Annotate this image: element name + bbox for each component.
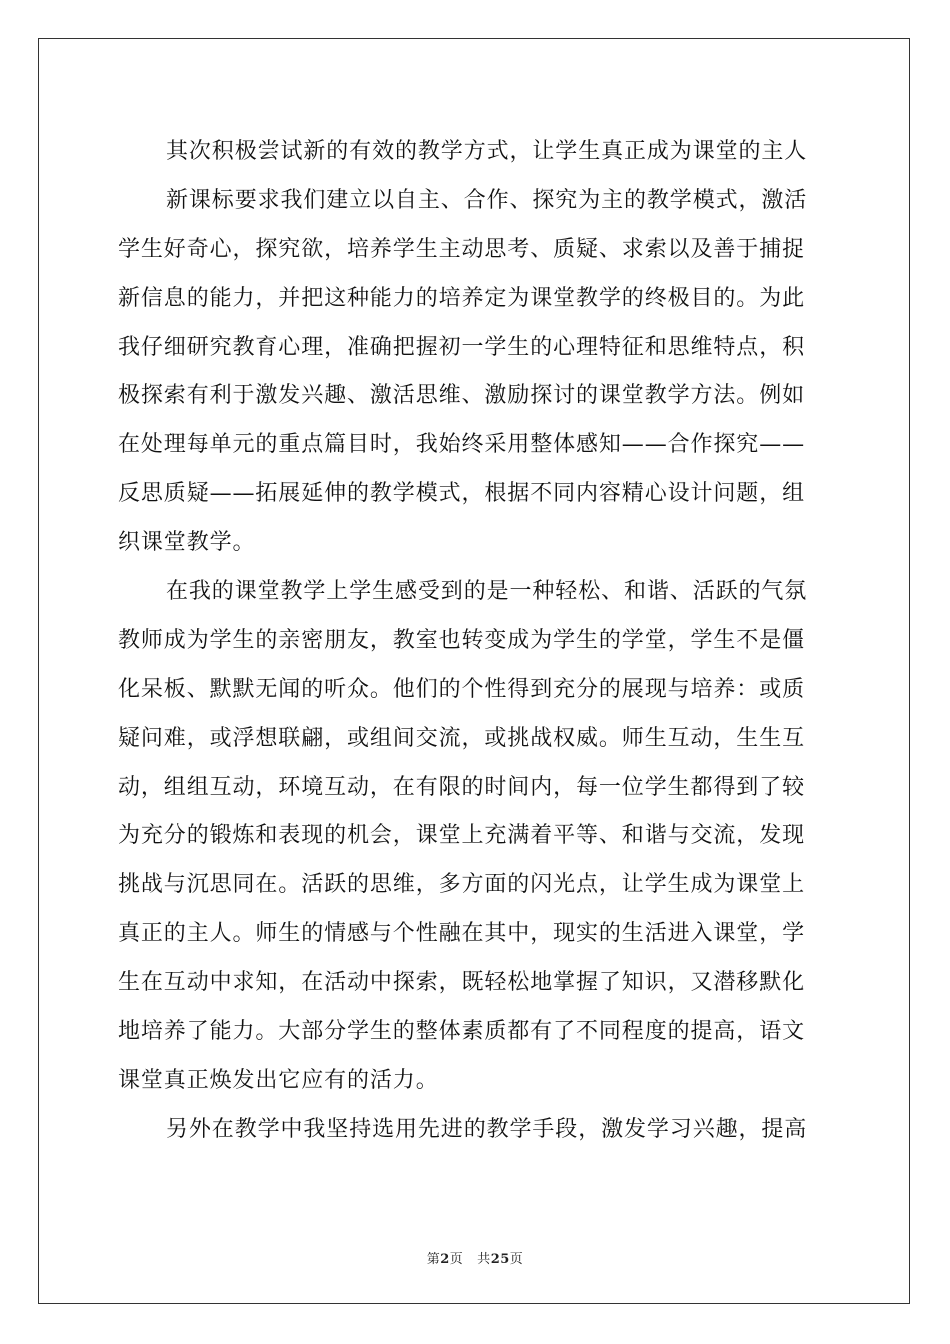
- paragraph-line: 织课堂教学。: [118, 530, 256, 556]
- paragraph-line: 为充分的锻炼和表现的机会，课堂上充满着平等、和谐与交流，发现: [118, 823, 806, 849]
- total-prefix: 共: [477, 1252, 491, 1267]
- paragraph-line: 化呆板、默默无闻的听众。他们的个性得到充分的展现与培养：或质: [118, 676, 806, 702]
- total-pages: 25: [490, 1252, 510, 1267]
- paragraph-line: 我仔细研究教育心理，准确把握初一学生的心理特征和思维特点，积: [118, 334, 806, 360]
- paragraph-line: 另外在教学中我坚持选用先进的教学手段，激发学习兴趣，提高: [166, 1116, 808, 1142]
- document-body: [118, 128, 838, 1155]
- paragraph-line: 生在互动中求知，在活动中探索，既轻松地掌握了知识，又潜移默化: [118, 970, 806, 996]
- paragraph-line: 教师成为学生的亲密朋友，教室也转变成为学生的学堂，学生不是僵: [118, 627, 806, 653]
- paragraph-line: 地培养了能力。大部分学生的整体素质都有了不同程度的提高，语文: [118, 1019, 806, 1045]
- total-suffix: 页: [509, 1252, 524, 1267]
- paragraph-line: 新课标要求我们建立以自主、合作、探究为主的教学模式，激活: [166, 187, 808, 213]
- paragraph-line: 在我的课堂教学上学生感受到的是一种轻松、和谐、活跃的气氛: [166, 579, 808, 605]
- paragraph-line: 在处理每单元的重点篇目时，我始终采用整体感知——合作探究——: [118, 432, 806, 458]
- page-footer: [0, 1248, 950, 1267]
- paragraph-line: 动，组组互动，环境互动，在有限的时间内，每一位学生都得到了较: [118, 774, 806, 800]
- paragraph-line: 疑问难，或浮想联翩，或组间交流，或挑战权威。师生互动，生生互: [118, 725, 806, 751]
- paragraph-line: 学生好奇心，探究欲，培养学生主动思考、质疑、求索以及善于捕捉: [118, 236, 806, 262]
- paragraph-line: 真正的主人。师生的情感与个性融在其中，现实的生活进入课堂，学: [118, 921, 806, 947]
- page-suffix: 页: [449, 1252, 464, 1267]
- paragraph-line: 极探索有利于激发兴趣、激活思维、激励探讨的课堂教学方法。例如: [118, 383, 806, 409]
- paragraph-line: 课堂真正焕发出它应有的活力。: [118, 1067, 439, 1093]
- paragraph-line: 挑战与沉思同在。活跃的思维，多方面的闪光点，让学生成为课堂上: [118, 872, 806, 898]
- paragraph-heading-line: 其次积极尝试新的有效的教学方式，让学生真正成为课堂的主人: [166, 139, 808, 164]
- paragraph-line: 反思质疑——拓展延伸的教学模式，根据不同内容精心设计问题，组: [118, 481, 806, 507]
- paragraph-line: 新信息的能力，并把这种能力的培养定为课堂教学的终极目的。为此: [118, 285, 806, 311]
- page-prefix: 第: [426, 1252, 441, 1267]
- page-number: 2: [440, 1252, 450, 1267]
